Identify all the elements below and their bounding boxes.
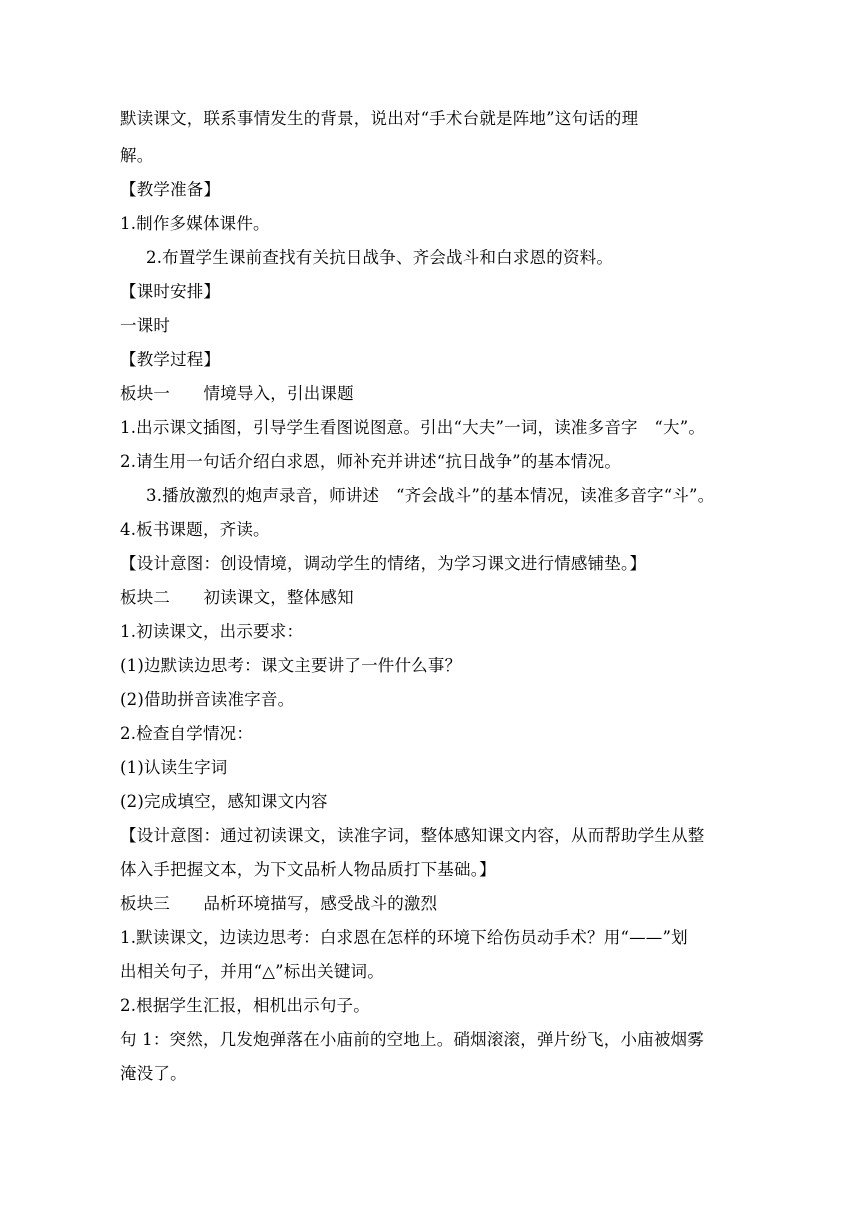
design-intent-note: 体入手把握文本，为下文品析人物品质打下基础。】: [120, 860, 496, 879]
sub-list-item: (1)认读生字词: [120, 758, 228, 777]
list-item: 2.检查自学情况：: [120, 724, 254, 743]
section-heading: 【教学过程】: [120, 350, 221, 369]
paragraph-line: 解。: [120, 146, 154, 165]
block-heading: 板块二 初读课文，整体感知: [120, 588, 354, 607]
list-item: 1.出示课文插图，引导学生看图说图意。引出“大夫”一词，读准多音字 “大”。: [120, 418, 706, 437]
list-item: 出相关句子，并用“△”标出关键词。: [120, 962, 384, 981]
sub-list-item: (2)完成填空，感知课文内容: [120, 792, 328, 811]
block-heading: 板块三 品析环境描写，感受战斗的激烈: [120, 894, 438, 913]
section-heading: 【教学准备】: [120, 180, 221, 199]
list-item: 2.请生用一句话介绍白求恩，师补充并讲述“抗日战争”的基本情况。: [120, 452, 622, 471]
list-item: 4.板书课题，齐读。: [120, 520, 270, 539]
design-intent-note: 【设计意图：通过初读课文，读准字词，整体感知课文内容，从而帮助学生从整: [120, 826, 705, 845]
example-sentence: 句 1：突然，几发炮弹落在小庙前的空地上。硝烟滚滚，弹片纷飞，小庙被烟雾: [120, 1030, 704, 1049]
sub-list-item: (1)边默读边思考：课文主要讲了一件什么事？: [120, 656, 462, 675]
list-item: 1.制作多媒体课件。: [120, 214, 270, 233]
list-item: 1.默读课文，边读边思考：白求恩在怎样的环境下给伤员动手术？用“——”划: [120, 928, 688, 947]
sub-list-item: (2)借助拼音读准字音。: [120, 690, 295, 709]
section-heading: 【课时安排】: [120, 282, 221, 301]
block-heading: 板块一 情境导入，引出课题: [120, 384, 354, 403]
list-item: 3.播放激烈的炮声录音，师讲述 “齐会战斗”的基本情况，读准多音字“斗”。: [146, 486, 715, 505]
list-item: 2.根据学生汇报，相机出示句子。: [120, 996, 370, 1015]
list-item: 1.初读课文，出示要求：: [120, 622, 304, 641]
paragraph-line: 默读课文，联系事情发生的背景，说出对“手术台就是阵地”这句话的理: [120, 109, 639, 128]
list-item: 2.布置学生课前查找有关抗日战争、齐会战斗和白求恩的资料。: [146, 248, 614, 267]
example-sentence: 淹没了。: [120, 1064, 187, 1083]
design-intent-note: 【设计意图：创设情境，调动学生的情绪，为学习课文进行情感铺垫。】: [120, 554, 647, 573]
paragraph-line: 一课时: [120, 316, 171, 335]
